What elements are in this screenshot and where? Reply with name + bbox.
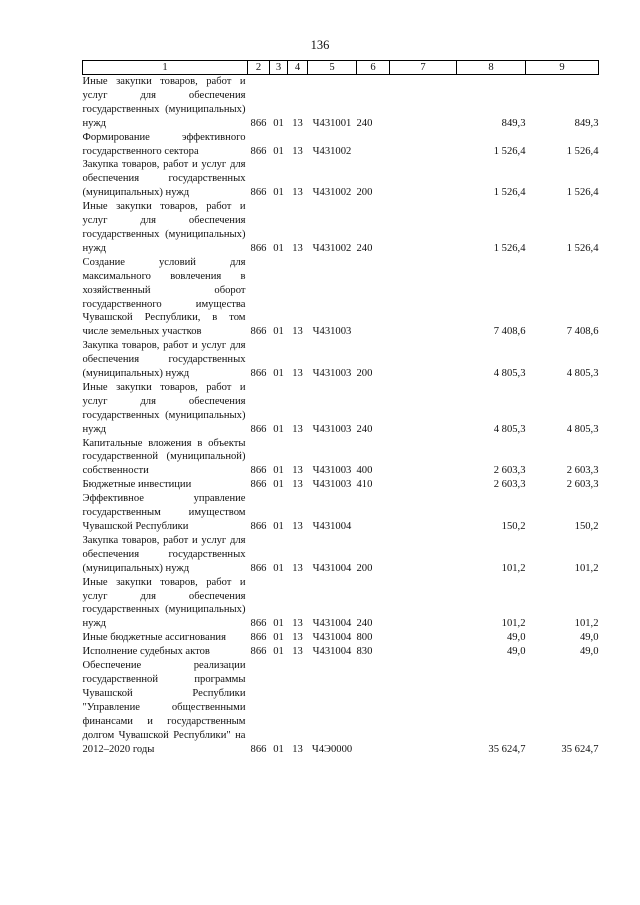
column-header-8: 8 [457, 61, 526, 75]
row-name: Бюджетные инвестиции [82, 479, 192, 491]
target-article: Ч431004 [312, 632, 352, 644]
amount-col-9: 1 526,4 [566, 187, 599, 199]
table-row [83, 75, 599, 131]
amount-col-8: 49,0 [506, 646, 526, 658]
section-code: 01 [273, 521, 284, 532]
expense-type: 200 [356, 187, 373, 199]
amount-col-9: 2 603,3 [566, 479, 599, 491]
ministry-code: 866 [250, 646, 267, 658]
expense-type: 200 [356, 368, 373, 380]
ministry-code: 866 [250, 368, 267, 380]
section-code: 01 [273, 187, 284, 199]
ministry-code: 866 [250, 465, 267, 477]
page-number: 136 [310, 38, 330, 52]
amount-col-8: 35 624,7 [488, 743, 526, 755]
table-row [83, 478, 599, 492]
amount-col-8: 49,0 [506, 632, 526, 644]
table-row [83, 631, 599, 645]
amount-col-8: 150,2 [501, 521, 526, 532]
row-name: Иные закупки товаров, работ и услуг для обеспечения государственных (муниципальных) нужд [82, 76, 246, 129]
target-article: Ч431003 [312, 368, 352, 380]
table-row [83, 158, 599, 200]
expense-type: 400 [356, 465, 373, 477]
section-code: 01 [273, 242, 284, 254]
amount-col-8: 1 526,4 [493, 187, 526, 199]
ministry-code: 866 [250, 187, 267, 199]
amount-col-9: 101,2 [574, 562, 599, 574]
target-article: Ч431002 [312, 187, 352, 199]
section-code: 01 [273, 423, 284, 435]
row-name: Создание условий для максимального вовлечения в хозяйственный оборот государственного имущества Чувашской Республики, в том числе земельных участков [82, 256, 246, 338]
column-7 [390, 631, 457, 645]
subsection-code: 13 [292, 423, 303, 435]
amount-col-8: 849,3 [501, 117, 526, 129]
column-7 [390, 576, 457, 632]
column-header-6: 6 [357, 61, 390, 75]
subsection-code: 13 [292, 562, 303, 574]
row-name: Закупка товаров, работ и услуг для обеспечения государственных (муниципальных) нужд [82, 340, 246, 380]
subsection-code: 13 [292, 646, 303, 658]
expense-type: 800 [356, 632, 373, 644]
amount-col-9: 849,3 [574, 117, 599, 129]
section-code: 01 [273, 145, 284, 157]
amount-col-9: 150,2 [574, 521, 599, 532]
column-7 [390, 131, 457, 159]
row-name: Иные закупки товаров, работ и услуг для обеспечения государственных (муниципальных) нужд [82, 201, 246, 254]
subsection-code: 13 [292, 145, 303, 157]
column-7 [390, 158, 457, 200]
column-7 [390, 659, 457, 756]
expense-type [357, 256, 390, 339]
table-row [83, 534, 599, 576]
ministry-code: 866 [250, 145, 267, 157]
expense-type: 240 [356, 242, 373, 254]
section-code: 01 [273, 479, 284, 491]
expense-type [357, 659, 390, 756]
row-name: Закупка товаров, работ и услуг для обеспечения государственных (муниципальных) нужд [82, 534, 246, 574]
amount-col-9: 7 408,6 [566, 326, 599, 338]
column-header-9: 9 [526, 61, 599, 75]
amount-col-8: 1 526,4 [493, 145, 526, 157]
row-name: Обеспечение реализации государственной программы Чувашской Республики "Управление общественными финансами и государственным долгом Чувашской Республики" на 2012–2020 годы [82, 660, 246, 755]
target-article: Ч431002 [312, 242, 352, 254]
expense-type [357, 131, 390, 159]
column-7 [390, 256, 457, 339]
row-name: Иные бюджетные ассигнования [82, 632, 226, 644]
column-header-7: 7 [390, 61, 457, 75]
subsection-code: 13 [292, 117, 303, 129]
section-code: 01 [273, 326, 284, 338]
table-row [83, 131, 599, 159]
row-name: Эффективное управление государственным имуществом Чувашской Республики [82, 493, 246, 532]
amount-col-9: 2 603,3 [566, 465, 599, 477]
expense-type: 200 [356, 562, 373, 574]
amount-col-8: 101,2 [501, 562, 526, 574]
budget-table [82, 60, 599, 756]
target-article: Ч431001 [312, 117, 352, 129]
table-row [83, 200, 599, 256]
column-header-2: 2 [248, 61, 270, 75]
ministry-code: 866 [250, 326, 267, 338]
target-article: Ч431003 [312, 326, 352, 338]
ministry-code: 866 [250, 618, 267, 630]
target-article: Ч431003 [312, 423, 352, 435]
section-code: 01 [273, 618, 284, 630]
target-article: Ч431004 [312, 562, 352, 574]
target-article: Ч431004 [312, 646, 352, 658]
table-header-row [83, 61, 599, 75]
target-article: Ч431003 [312, 465, 352, 477]
table-row [83, 437, 599, 479]
amount-col-9: 4 805,3 [566, 423, 599, 435]
row-name: Иные закупки товаров, работ и услуг для обеспечения государственных (муниципальных) нужд [82, 381, 246, 435]
table-row [83, 256, 599, 339]
table-row [83, 339, 599, 381]
subsection-code: 13 [292, 479, 303, 491]
section-code: 01 [273, 562, 284, 574]
row-name: Закупка товаров, работ и услуг для обеспечения государственных (муниципальных) нужд [82, 159, 246, 199]
column-7 [390, 437, 457, 479]
table-row [83, 492, 599, 534]
column-7 [390, 478, 457, 492]
section-code: 01 [273, 117, 284, 129]
ministry-code: 866 [250, 479, 267, 491]
expense-type: 830 [356, 646, 373, 658]
column-7 [390, 75, 457, 131]
amount-col-8: 2 603,3 [493, 479, 526, 491]
amount-col-8: 101,2 [501, 618, 526, 630]
amount-col-8: 4 805,3 [493, 423, 526, 435]
section-code: 01 [273, 368, 284, 380]
expense-type [357, 492, 390, 534]
amount-col-8: 1 526,4 [493, 242, 526, 254]
ministry-code: 866 [250, 521, 267, 532]
table-row [83, 381, 599, 437]
target-article: Ч431003 [312, 479, 352, 491]
amount-col-9: 49,0 [579, 646, 599, 658]
amount-col-9: 49,0 [579, 632, 599, 644]
amount-col-9: 4 805,3 [566, 368, 599, 380]
table-body [83, 75, 599, 757]
ministry-code: 866 [250, 423, 267, 435]
column-header-5: 5 [308, 61, 357, 75]
row-name: Капитальные вложения в объекты государственной (муниципальной) собственности [82, 437, 246, 477]
ministry-code: 866 [250, 562, 267, 574]
expense-type: 240 [356, 423, 373, 435]
expense-type: 240 [356, 618, 373, 630]
table-row [83, 659, 599, 756]
subsection-code: 13 [292, 618, 303, 630]
subsection-code: 13 [292, 242, 303, 254]
column-header-3: 3 [270, 61, 288, 75]
row-name: Исполнение судебных актов [82, 646, 210, 658]
amount-col-8: 7 408,6 [493, 326, 526, 338]
subsection-code: 13 [292, 465, 303, 477]
ministry-code: 866 [250, 743, 267, 755]
amount-col-8: 4 805,3 [493, 368, 526, 380]
target-article: Ч4Э0000 [311, 743, 353, 755]
subsection-code: 13 [292, 521, 303, 532]
column-7 [390, 381, 457, 437]
ministry-code: 866 [250, 632, 267, 644]
subsection-code: 13 [292, 326, 303, 338]
expense-type: 410 [356, 479, 373, 491]
subsection-code: 13 [292, 632, 303, 644]
subsection-code: 13 [292, 187, 303, 199]
row-name: Иные закупки товаров, работ и услуг для обеспечения государственных (муниципальных) нужд [82, 576, 246, 630]
amount-col-8: 2 603,3 [493, 465, 526, 477]
subsection-code: 13 [292, 368, 303, 380]
table-row [83, 645, 599, 659]
amount-col-9: 101,2 [574, 618, 599, 630]
subsection-code: 13 [292, 743, 303, 755]
ministry-code: 866 [250, 117, 267, 129]
row-name: Формирование эффективного государственного сектора [82, 131, 246, 157]
section-code: 01 [273, 465, 284, 477]
column-7 [390, 200, 457, 256]
column-7 [390, 492, 457, 534]
table-row [83, 576, 599, 632]
section-code: 01 [273, 743, 284, 755]
target-article: Ч431004 [312, 618, 352, 630]
section-code: 01 [273, 646, 284, 658]
target-article: Ч431004 [312, 521, 352, 532]
section-code: 01 [273, 632, 284, 644]
column-header-1: 1 [83, 61, 248, 75]
ministry-code: 866 [250, 242, 267, 254]
expense-type: 240 [356, 117, 373, 129]
amount-col-9: 35 624,7 [561, 743, 599, 755]
column-7 [390, 534, 457, 576]
column-header-4: 4 [288, 61, 308, 75]
amount-col-9: 1 526,4 [566, 242, 599, 254]
target-article: Ч431002 [312, 145, 352, 157]
column-7 [390, 339, 457, 381]
column-7 [390, 645, 457, 659]
amount-col-9: 1 526,4 [566, 145, 599, 157]
